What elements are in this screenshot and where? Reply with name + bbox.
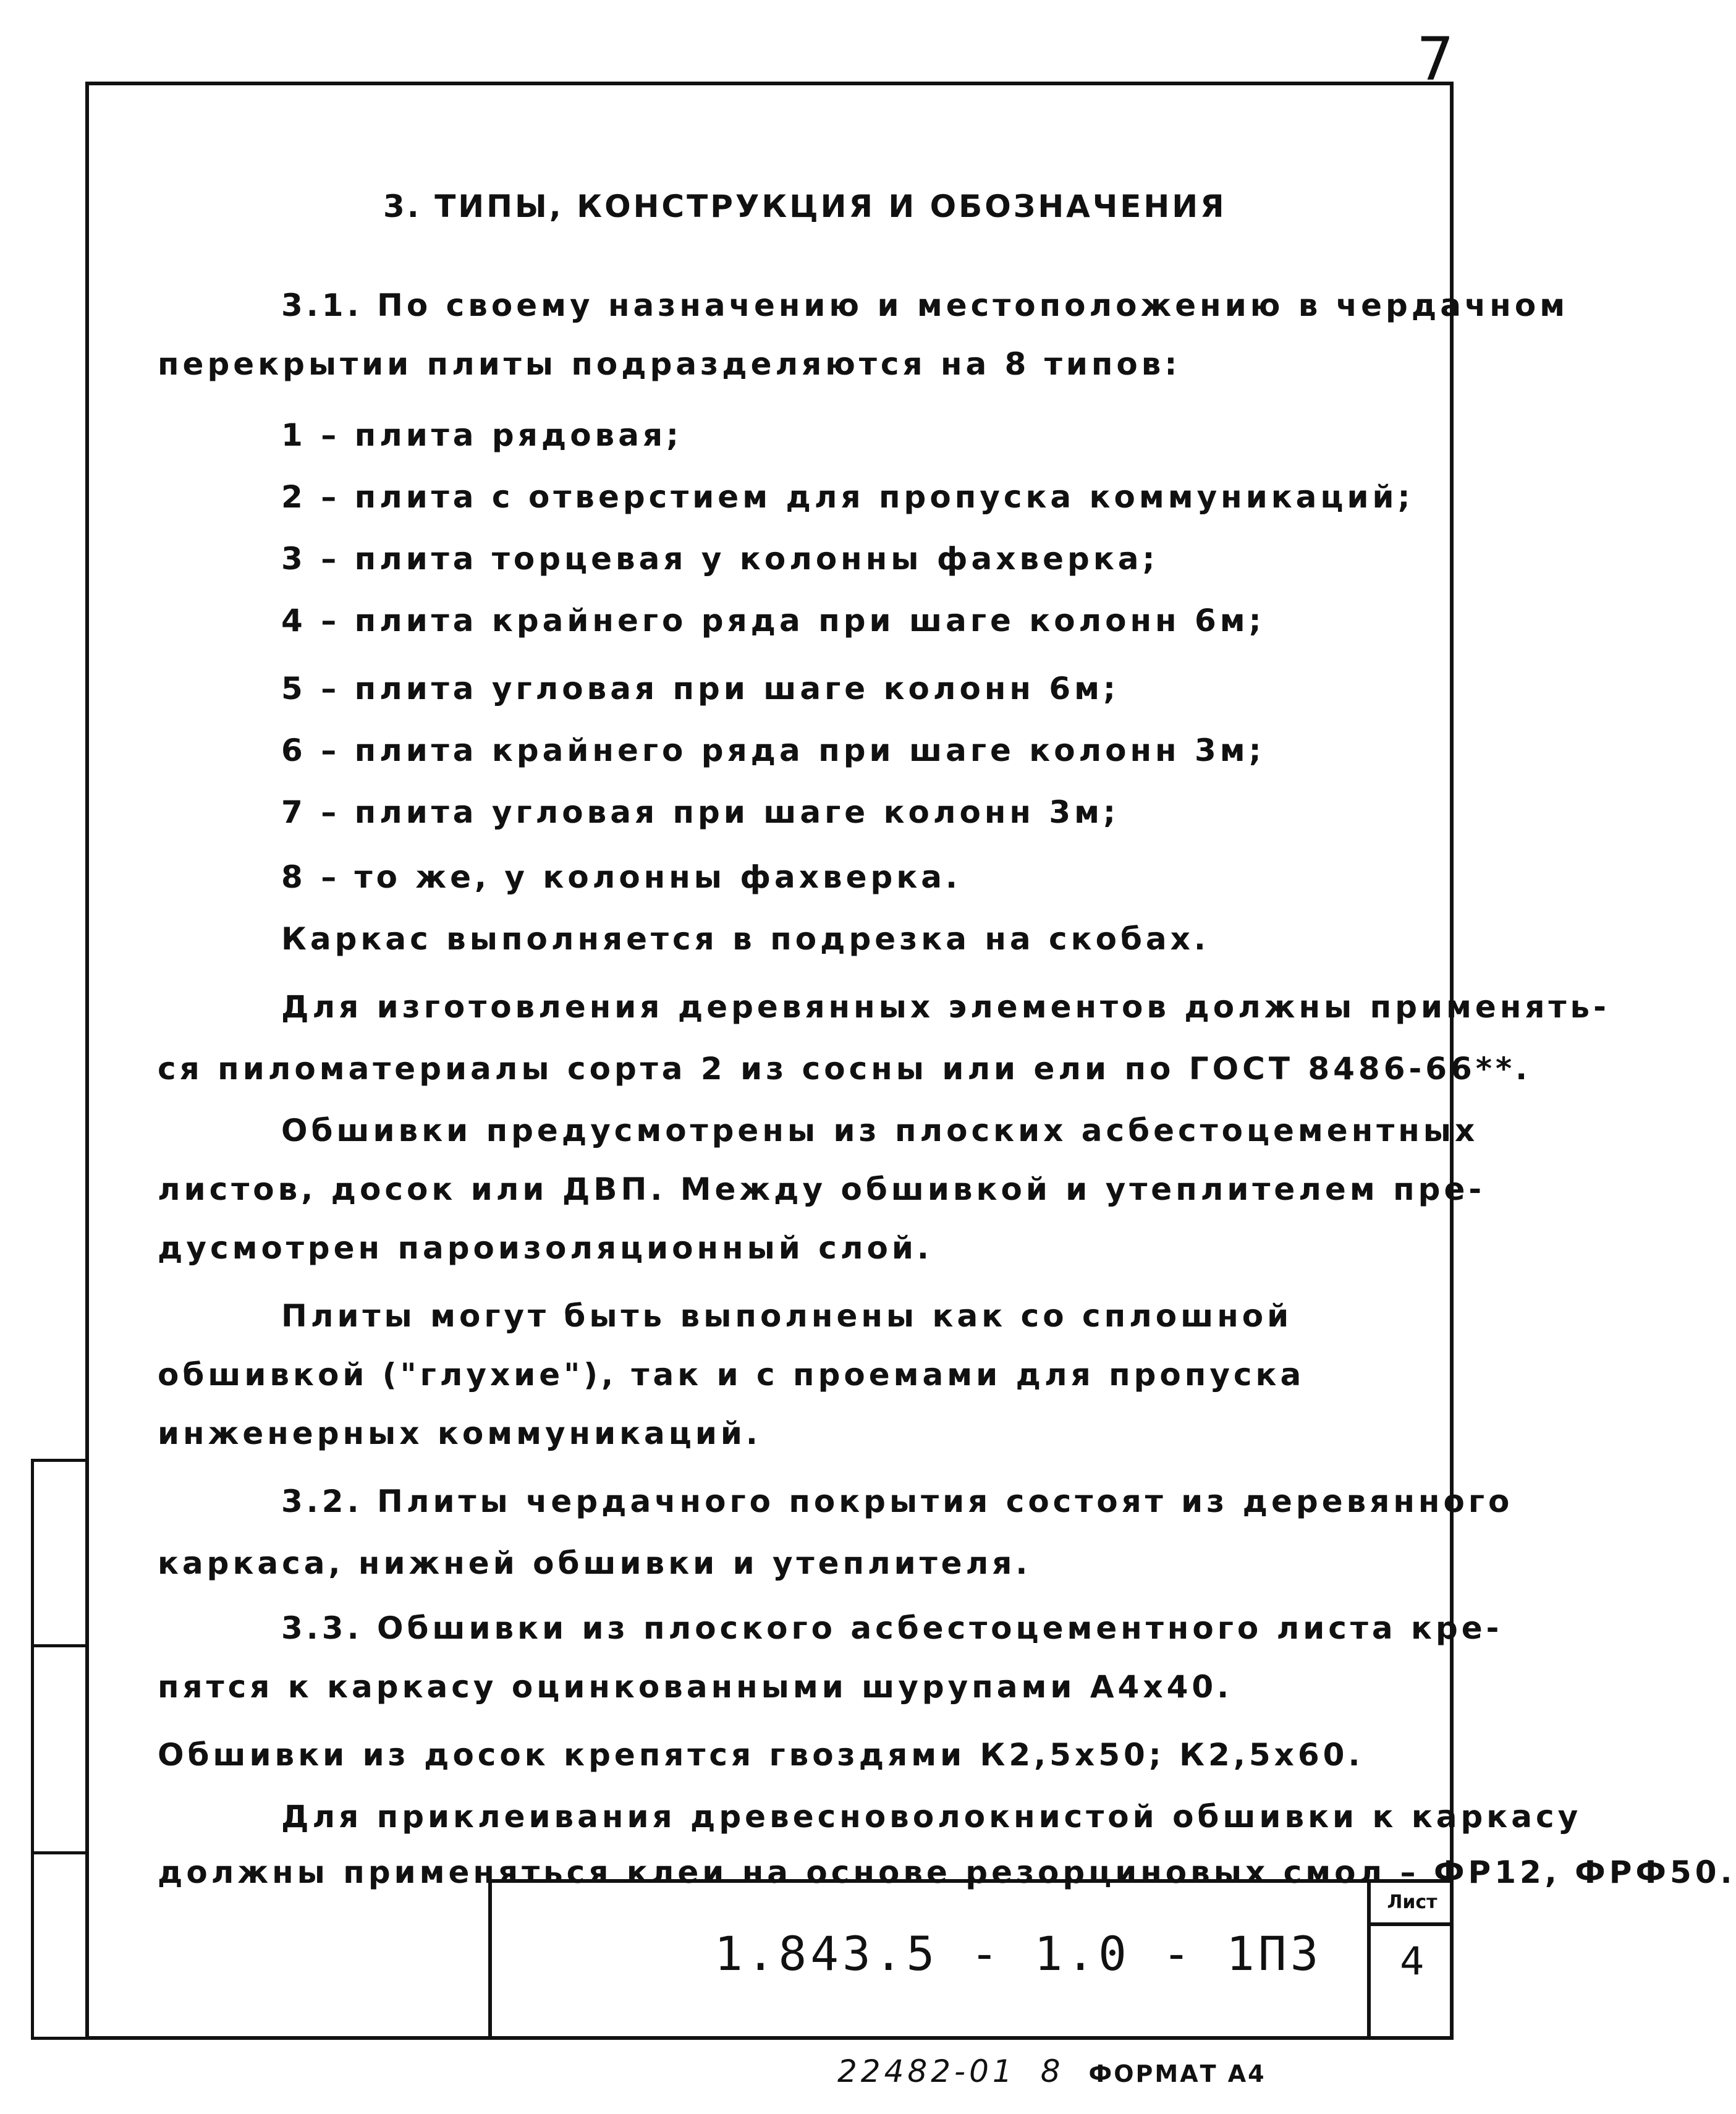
- sheet-label: Лист: [1371, 1883, 1454, 1926]
- title-block: [488, 1879, 1454, 2040]
- list-item: 3 – плита торцевая у колонны фахверка;: [281, 541, 1159, 577]
- sheet-number: 4: [1400, 1938, 1425, 1984]
- text-line: Плиты могут быть выполнены как со сплошной: [281, 1298, 1293, 1334]
- text-line: Каркас выполняется в подрезка на скобах.: [281, 921, 1209, 957]
- side-stamp-cells: [31, 1459, 85, 2040]
- list-item: 6 – плита крайнего ряда при шаге колонн 3м;: [281, 732, 1265, 768]
- copy-number: 8: [1040, 2053, 1064, 2089]
- text-line: дусмотрен пароизоляционный слой.: [158, 1230, 933, 1266]
- text-line: 3.3. Обшивки из плоского асбестоцементного листа кре-: [281, 1610, 1503, 1646]
- text-line: Обшивки предусмотрены из плоских асбестоцементных: [281, 1113, 1479, 1148]
- section-heading: 3. ТИПЫ, КОНСТРУКЦИЯ И ОБОЗНАЧЕНИЯ: [383, 189, 1227, 224]
- archive-number: 22482-01: [837, 2053, 1016, 2089]
- text-line: перекрытии плиты подразделяются на 8 типов:: [158, 346, 1181, 382]
- list-item: 8 – то же, у колонны фахверка.: [281, 859, 961, 895]
- text-line: Для изготовления деревянных элементов должны применять-: [281, 989, 1610, 1025]
- page-corner-number: 7: [1416, 25, 1454, 94]
- list-item: 5 – плита угловая при шаге колонн 6м;: [281, 671, 1119, 707]
- text-line: листов, досок или ДВП. Между обшивкой и утеплителем пре-: [158, 1171, 1486, 1207]
- side-stamp-cell: [34, 1462, 85, 1647]
- side-stamp-cell: [34, 1647, 85, 1854]
- sheet-box: [1367, 1883, 1454, 2040]
- list-item: 1 – плита рядовая;: [281, 417, 683, 453]
- text-line: Для приклеивания древесноволокнистой обшивки к каркасу: [281, 1799, 1582, 1835]
- format-label: ФОРМАТ А4: [1088, 2060, 1266, 2087]
- text-line: ся пиломатериалы сорта 2 из сосны или ели по ГОСТ 8486-66**.: [158, 1051, 1531, 1087]
- list-item: 2 – плита с отверстием для пропуска коммуникаций;: [281, 479, 1414, 515]
- text-line: обшивкой ("глухие"), так и с проемами для пропуска: [158, 1357, 1305, 1393]
- list-item: 4 – плита крайнего ряда при шаге колонн 6м;: [281, 603, 1265, 639]
- text-line: 3.1. По своему назначению и местоположению в чердачном: [281, 287, 1569, 323]
- text-line: Обшивки из досок крепятся гвоздями К2,5х50; К2,5х60.: [158, 1737, 1364, 1773]
- text-line: должны применяться клеи на основе резорциновых смол – ФР12, ФРФ50.: [158, 1854, 1736, 1890]
- text-line: инженерных коммуникаций.: [158, 1416, 761, 1451]
- text-line: пятся к каркасу оцинкованными шурупами А4х40.: [158, 1669, 1233, 1705]
- list-item: 7 – плита угловая при шаге колонн 3м;: [281, 794, 1119, 830]
- text-line: каркаса, нижней обшивки и утеплителя.: [158, 1545, 1031, 1581]
- footer-stamp: [837, 2053, 1266, 2089]
- document-code: 1.843.5 - 1.0 - 1ПЗ: [714, 1926, 1323, 1981]
- side-stamp-cell: [34, 1854, 85, 2037]
- text-line: 3.2. Плиты чердачного покрытия состоят из деревянного: [281, 1484, 1514, 1519]
